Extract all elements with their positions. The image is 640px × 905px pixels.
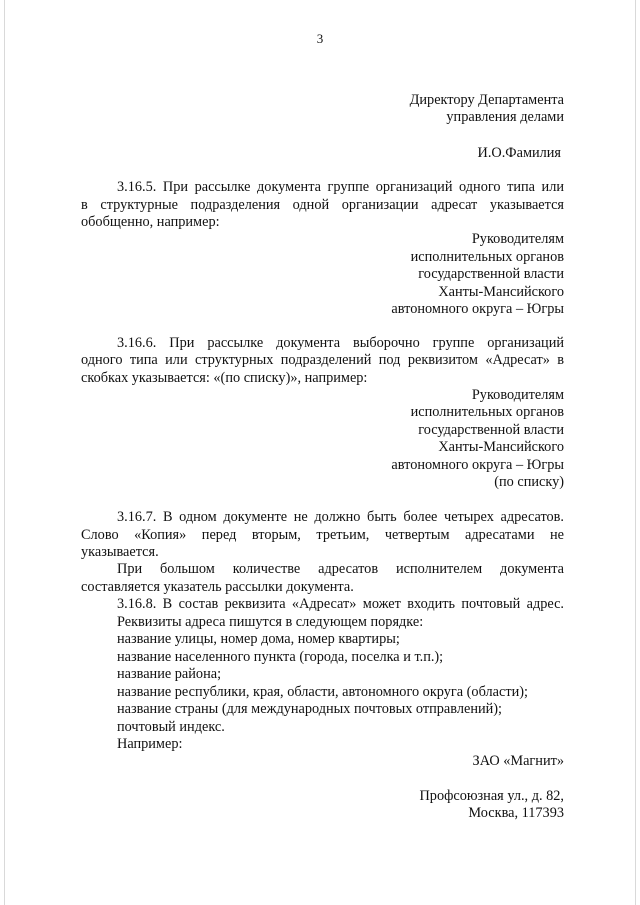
addressee-line-1: Директору Департамента: [409, 92, 564, 108]
example-2-line-5: автономного округа – Югры: [391, 457, 564, 473]
section-3-16-6-line-3: скобках указывается: «(по списку)», например:: [81, 370, 368, 386]
example-1-line-4: Ханты-Мансийского: [438, 284, 564, 300]
example-2-line-3: государственной власти: [418, 422, 564, 438]
example-1-line-2: исполнительных органов: [410, 249, 564, 265]
section-3-16-7-line-1: 3.16.7. В одном документе не должно быть более четырех адресатов.: [117, 509, 564, 525]
section-3-16-7-line-4: При большом количестве адресатов исполнителем документа: [117, 561, 564, 577]
addressee-line-2: управления делами: [446, 109, 564, 125]
example-2-line-6: (по списку): [494, 474, 564, 490]
example-1-line-1: Руководителям: [471, 231, 564, 247]
page-left-edge: [4, 0, 5, 905]
section-3-16-6-line-1: 3.16.6. При рассылке документа выборочно группе организаций: [117, 335, 564, 351]
section-3-16-8-line-1: 3.16.8. В состав реквизита «Адресат» может входить почтовый адрес.: [117, 596, 564, 612]
example-3-street: Профсоюзная ул., д. 82,: [419, 788, 564, 804]
example-1-line-5: автономного округа – Югры: [391, 301, 564, 317]
address-order-item: название населенного пункта (города, поселка и т.п.);: [117, 649, 444, 665]
example-3-city: Москва, 117393: [468, 805, 564, 821]
section-3-16-5-line-3: обобщенно, например:: [81, 214, 220, 230]
address-order-item: название страны (для международных почтовых отправлений);: [117, 701, 503, 717]
example-intro: Например:: [117, 736, 183, 752]
section-3-16-8-line-2: Реквизиты адреса пишутся в следующем порядке:: [117, 614, 424, 630]
addressee-name: И.О.Фамилия: [477, 145, 561, 161]
example-1-line-3: государственной власти: [418, 266, 564, 282]
address-order-item: название улицы, номер дома, номер квартиры;: [117, 631, 400, 647]
section-3-16-7-line-5: составляется указатель рассылки документа.: [81, 579, 354, 595]
section-3-16-7-line-2: Слово «Копия» перед вторым, третьим, четвертым адресатами не: [81, 527, 564, 543]
example-2-line-4: Ханты-Мансийского: [438, 439, 564, 455]
example-3-company: ЗАО «Магнит»: [472, 753, 564, 769]
address-order-item: почтовый индекс.: [117, 719, 225, 735]
page-number: 3: [316, 31, 324, 46]
section-3-16-5-line-2: в структурные подразделения одной организации адресат указывается: [81, 197, 564, 213]
section-3-16-7-line-3: указывается.: [81, 544, 159, 560]
section-3-16-6-line-2: одного типа или структурных подразделений под реквизитом «Адресат» в: [81, 352, 564, 368]
section-3-16-5-line-1: 3.16.5. При рассылке документа группе организаций одного типа или: [117, 179, 564, 195]
address-order-item: название республики, края, области, автономного округа (области);: [117, 684, 528, 700]
example-2-line-2: исполнительных органов: [410, 404, 564, 420]
example-2-line-1: Руководителям: [471, 387, 564, 403]
page-right-edge: [635, 0, 636, 905]
address-order-item: название района;: [117, 666, 222, 682]
